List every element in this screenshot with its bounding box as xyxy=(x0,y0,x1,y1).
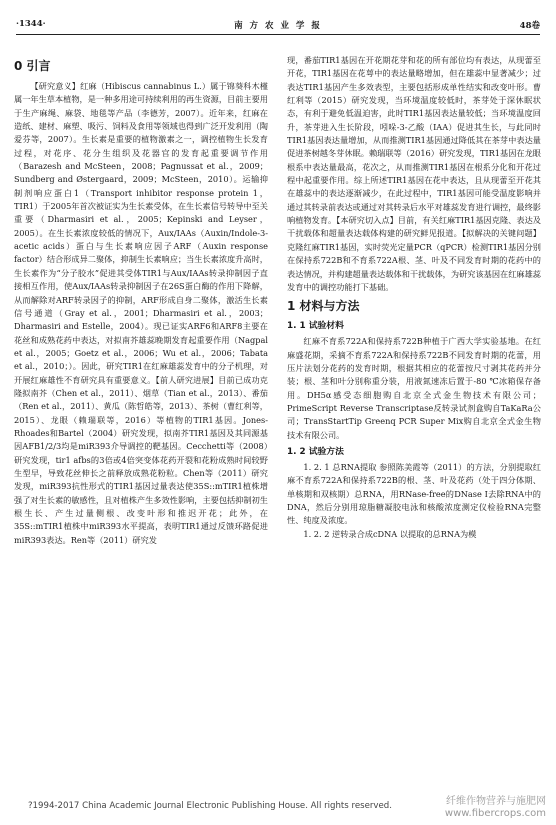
watermark-url: www.fibercrops.com xyxy=(444,808,546,819)
watermark-label: 纤维作物营养与施肥网 xyxy=(446,796,546,807)
introduction-paragraph: 【研究意义】红麻（Hibiscus cannabinus L.）属于锦葵科木槿属一年生草本植物，是一种多用途可持续利用的再生资源，目前主要用于生产麻绳、麻袋、地毯等产品（李德芳，2007）。近年来，红麻在造纸、建材、麻塑、吸污、饲料及食用等领域也得到广泛开发利用（陶爱芬等，2007）。生长素是重要的植物激素之一，调控植物生长发育过程，对花序、花分生组织及花器官的发育起重要调节作用（Barazesh and McSteen，2008；Pagnussat et al.，2009；Sundberg and Østergaard，2009；McSteen，2010）。运输抑制剂响应蛋白1（Transport inhibitor response protein 1，TIR1）于2005年首次被证实为生长素受体，在生长素信号转导中至关重要（Dharmasiri et al.，2005；Kepinski and Leyser，2005）。在生长素浓度较低的情况下，Aux/IAAs（Auxin/Indole-3-acetic acids）蛋白与生长素响应因子ARF（Auxin response factor）结合形成异二聚体，抑制生长素响应；当生长素浓度升高时，生长素作为“分子胶水”促进其受体TIR1与Aux/IAAs转录抑制因子直接相互作用，使Aux/IAAs转录抑制因子在26S蛋白酶的作用下降解，从而解除对ARF转录因子的抑制，ARF形成自身二聚体，激活生长素信号通道（Gray et al.，2001；Dharmasiri et al.，2003；Dharmasiri and Estelle，2004）。现已证实ARF6和ARF8主要在花丝和成熟花药中表达，对拟南芥雄蕊晚期发育起重要作用（Nagpal et al.，2005；Goetz et al.，2006；Wu et al.，2006；Tabata et al.，2010；）。因此，研究TIR1在红麻雄蕊发育中的分子机理，对开展红麻雄性不育研究具有重要意义。【前人研究进展】目前已成功克隆拟南芥（Chen et al.，2011）、烟草（Tian et al.，2013）、番茄（Ren et al.，2011）、黄瓜（陈哲皓等，2013）、茶树（曹红利等，2015）、龙眼（赖瑞联等，2016）等植物的TIR1基因。Jones-Rhoades和Bartel（2004）研究发现，拟南芥TIR1基因及其同源基因AFB1/2/3均是miR393介导调控的靶基因。Cecchetti等（2008）研究发现，tir1 afbs的3倍或4倍突变体花药开裂和花粉成熟时间较野生型早，导致花丝伸长之前释放成熟花粉粒。Chen等（2011）研究发现，miR393抗性形式的TIR1基因过量表达使35S::mTIR1植株增强了对生长素的敏感性，且对植株产生多效性影响，主要包括抑制初生根生长、产生过量侧根、改变叶形和推迟开花；此外，在35S::mTIR1植株中miR393水平提高，表明TIR1通过反馈环路促进miR393表达。Ren等（2011）研究发 xyxy=(14,81,268,545)
page-number: ·1344· xyxy=(16,19,46,29)
left-column xyxy=(14,54,268,784)
journal-name: 南 方 农 业 学 报 xyxy=(234,21,322,31)
subsection-title-materials: 1. 1 试验材料 xyxy=(287,321,344,332)
copyright-notice: ?1994-2017 China Academic Journal Electronic Publishing House. All rights reserved. xyxy=(28,801,392,811)
materials-paragraph: 红麻不育系722A和保持系722B种植于广西大学实验基地。在红麻盛花期，采摘不育系722A和保持系722B不同发育时期的花蕾，用压片法划分花药的发育时期，根据其相应的花蕾按尺寸剥其花药并分装；根、茎和叶分别称重分装，用液氮速冻后置于-80 ℃冰箱保存备用。DH5α感受态细胞购自北京全式金生物技术有限公司；PrimeScript Reverse Transcriptase反转录试剂盒购自TaKaRa公司；TransStartTip Greenq PCR Super Mix购自北京全式金生物技术有限公司。 xyxy=(287,336,541,440)
section-title-materials-methods: 1 材料与方法 xyxy=(287,299,360,314)
cdna-synthesis-paragraph: 1. 2. 2 逆转录合成cDNA 以提取的总RNA为模 xyxy=(303,528,477,539)
page-footer xyxy=(0,794,556,824)
subsection-title-methods: 1. 2 试验方法 xyxy=(287,446,344,457)
introduction-continuation-paragraph: 现，番茄TIR1基因在开花期花芽和花的所有部位均有表达，从现蕾至开花，TIR1基因在花萼中的表达量略增加，但在雄蕊中显著减少；过表达TIR1基因产生多效表型，主要包括形成单性结实和改变叶形。曹红利等（2015）研究发现，当环境温度较低时，茶芽处于深休眠状态，有利于避免低温迫害，此时TIR1基因表达量较低；当环境温度回升，茶芽进入生长阶段，吲哚-3-乙酸（IAA）促进其生长，与此同时TIR1基因表达量增加，从而推测TIR1基因通过降低其在茶芽中表达量促进茶树越冬芽休眠。赖瑞联等（2016）研究发现，TIR1基因在龙眼根系中表达量最高，花次之，从而推测TIR1基因在根系分化和开花过程中起重要作用。综上所述TIR1基因在花中表达，且从现蕾至开花其在雄蕊中的表达逐渐减少，在此过程中，TIR1基因可能受温度影响并通过其转录前表达或通过对其转录后水平对雄蕊发育进行调控，最终影响植物发育。【本研究切入点】目前，有关红麻TIR1基因克隆、表达及干扰载体和超量表达载体构建的研究鲜见报道。【拟解决的关键问题】克隆红麻TIR1基因，实时荧光定量PCR（qPCR）检测TIR1基因分别在保持系722B和不育系722A根、茎、叶及不同发育时期的花药中的表达情况，并构建超量表达载体和干扰载体，为研究该基因在红麻雄蕊发育中的调控功能打下基础。 xyxy=(287,55,541,292)
rna-extraction-paragraph: 1. 2. 1 总RNA提取 参照陈美霞等（2011）的方法，分别提取红麻不育系722A和保持系722B的根、茎、叶及花药（处于四分体期、单核期和双核期）总RNA，用RNase-free的DNase I去除RNA中的DNA，然后分别用琼脂糖凝胶电泳和核酸浓度测定仪检验RNA完整性、纯度及浓度。 xyxy=(287,461,541,526)
right-column xyxy=(287,54,541,784)
page-header xyxy=(16,18,540,35)
volume-label: 48卷 xyxy=(519,21,540,31)
watermark xyxy=(445,796,546,820)
section-title-introduction: 0 引言 xyxy=(14,59,51,73)
